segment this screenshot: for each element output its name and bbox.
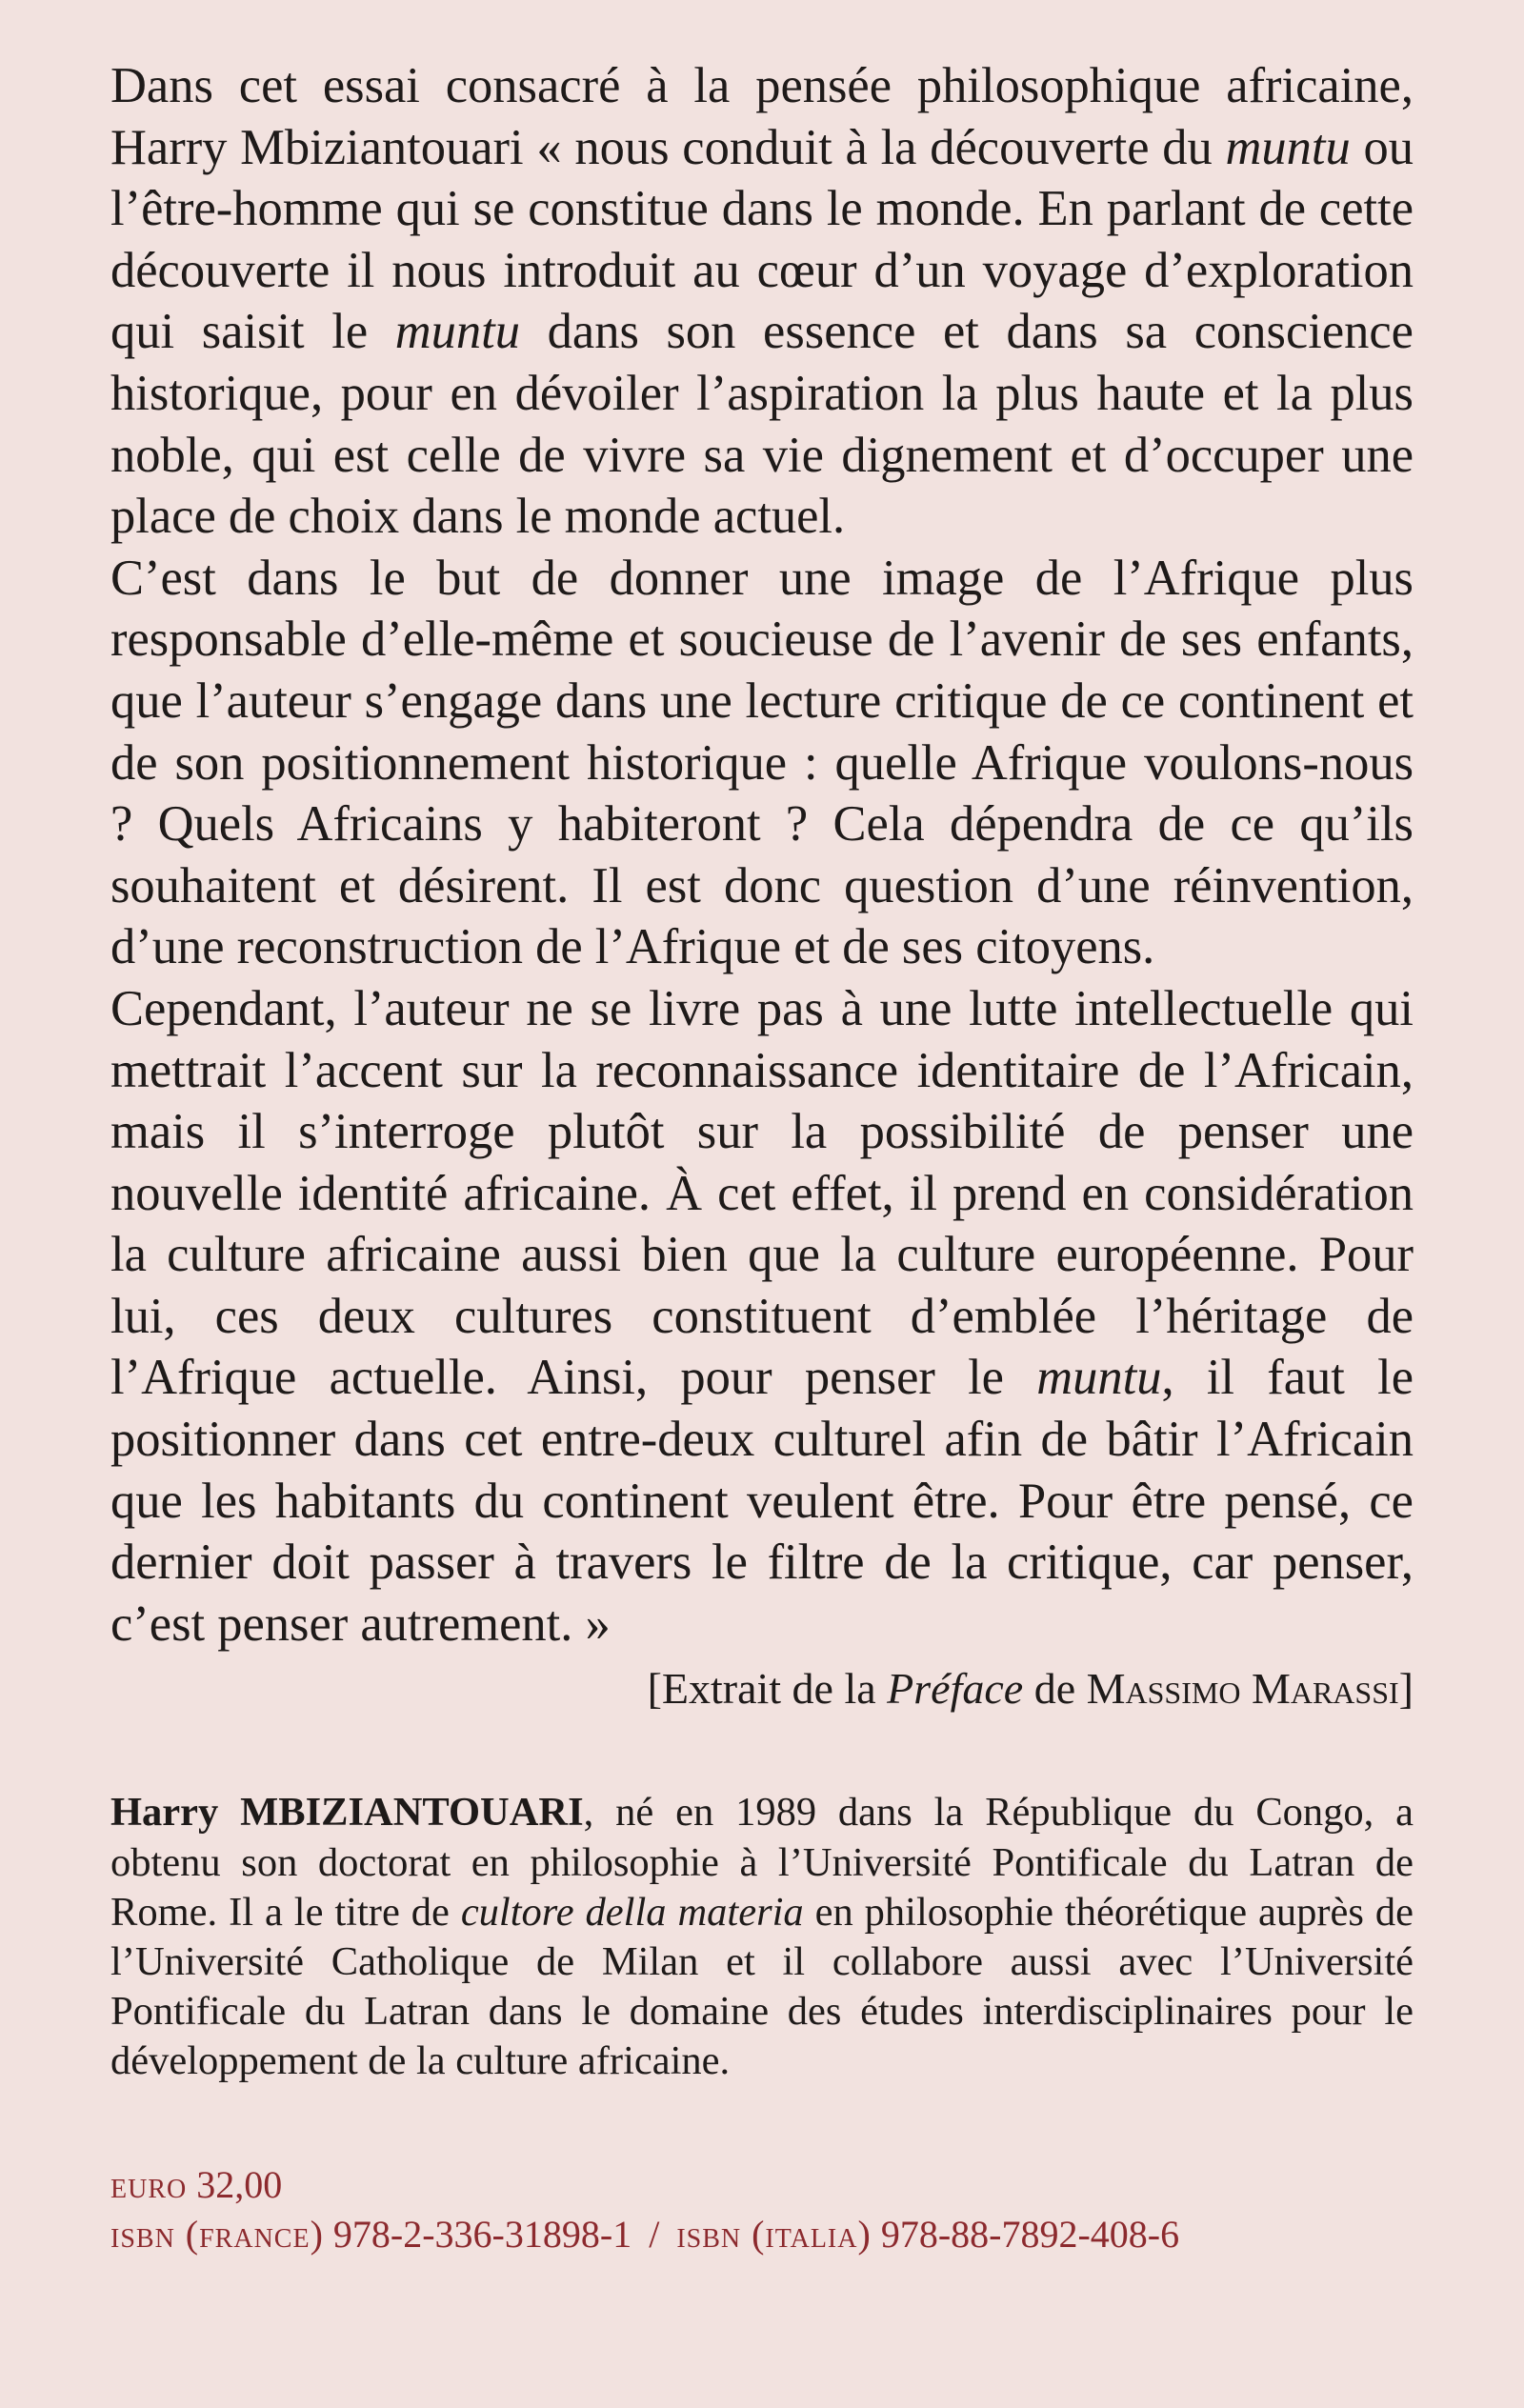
blurb-paragraph-2: C’est dans le but de donner une image de l’Afrique plus responsable d’elle-même et soucieuse de l’avenir de ses enfants, que l’auteur s’engage dans une lecture critique de ce continent et de son positionnement historique : quelle Afrique voulons-nous ? Quels Africains y habiteront ? Cela dépendra de ce qu’ils souhaitent et désirent. Il est donc question d’une réinvention, d’une reconstruction de l’Afrique et de ses citoyens.	[110, 550, 1414, 975]
isbn-separator: /	[649, 2212, 660, 2256]
author-name: Harry MBIZIANTOUARI	[110, 1790, 584, 1836]
blurb	[110, 55, 1414, 1655]
blurb-paragraph-3: Cependant, l’auteur ne se livre pas à une lutte intellectuelle qui mettrait l’accent sur la reconnaissance identitaire de l’Africain, mais il s’interroge plutôt sur la possibilité de penser une nouvelle identité africaine. À cet effet, il prend en considération la culture africaine aussi bien que la culture européenne. Pour lui, ces deux cultures constituent d’emblée l’héritage de l’Afrique actuelle. Ainsi, pour penser le muntu, il faut le positionner dans cet entre-deux culturel afin de bâtir l’Africain que les habitants du continent veulent être. Pour être pensé, ce dernier doit passer à travers le filtre de la critique, car penser, c’est penser autrement. »	[110, 980, 1414, 1652]
academic-title: cultore della materia	[460, 1889, 804, 1935]
isbn-france-label: isbn (france)	[110, 2212, 324, 2256]
pricing-block	[110, 2160, 1414, 2259]
preface-attribution: [Extrait de la Préface de Massimo Marassi]	[647, 1664, 1414, 1714]
muntu-term: muntu	[1036, 1350, 1162, 1406]
currency-label: euro	[110, 2162, 188, 2206]
preface-author: Massimo Marassi	[1086, 1664, 1399, 1714]
preface-title: Préface	[887, 1664, 1024, 1714]
muntu-term: muntu	[1225, 119, 1351, 175]
isbn-line	[110, 2210, 1414, 2259]
blurb-paragraph-1: Dans cet essai consacré à la pensée philosophique africaine, Harry Mbiziantouari « nous conduit à la découverte du muntu ou l’être-homme qui se constitue dans le monde. En parlant de cette découverte il nous introduit au cœur d’un voyage d’exploration qui saisit le muntu dans son essence et dans sa conscience historique, pour en dévoiler l’aspiration la plus haute et la plus noble, qui est celle de vivre sa vie dignement et d’occuper une place de choix dans le monde actuel.	[110, 58, 1414, 545]
author-bio: Harry MBIZIANTOUARI, né en 1989 dans la République du Congo, a obtenu son doctorat en philosophie à l’Université Pontificale du Latran de Rome. Il a le titre de cultore della materia en philosophie théorétique auprès de l’Université Catholique de Milan et il collabore aussi avec l’Université Pontificale du Latran dans le domaine des études interdisciplinaires pour le développement de la culture africaine.	[110, 1790, 1414, 2084]
back-cover	[110, 55, 1414, 2259]
isbn-italia-label: isbn (italia)	[676, 2212, 872, 2256]
isbn-italia: 978-88-7892-408-6	[880, 2212, 1180, 2256]
price-line	[110, 2160, 1414, 2210]
isbn-france: 978-2-336-31898-1	[332, 2212, 632, 2256]
price: 32,00	[196, 2162, 283, 2206]
muntu-term: muntu	[394, 304, 521, 360]
